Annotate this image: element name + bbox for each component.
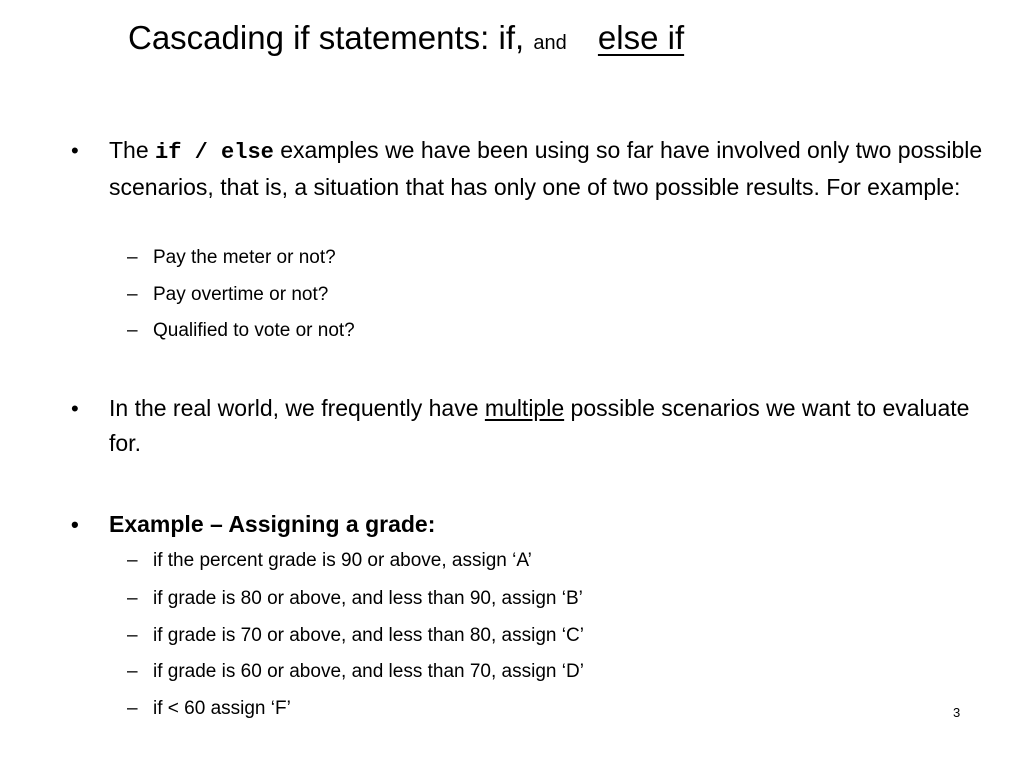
code-if-else: if / else bbox=[155, 140, 274, 165]
title-else-if: else if bbox=[597, 19, 685, 56]
title-and: and bbox=[533, 32, 567, 54]
sub-item-grade-d: – if grade is 60 or above, and less than 70, assign ‘D’ bbox=[153, 657, 584, 687]
sub-item-grade-c: – if grade is 70 or above, and less than 80, assign ‘C’ bbox=[153, 621, 584, 651]
multiple-emphasis: multiple bbox=[484, 395, 565, 421]
sub-item-pay-meter: – Pay the meter or not? bbox=[153, 243, 336, 273]
bullet-real-world-after: possible scenarios we want to evaluate for. bbox=[109, 395, 970, 456]
bullet-real-world bbox=[109, 391, 989, 461]
bullet-real-world-before: In the real world, we frequently have bbox=[109, 395, 479, 421]
sub-item-qualified-vote: – Qualified to vote or not? bbox=[153, 316, 355, 346]
sub-item-grade-a: – if the percent grade is 90 or above, assign ‘A’ bbox=[153, 546, 532, 576]
page-number: 3 bbox=[953, 705, 961, 720]
sub-item-pay-overtime: – Pay overtime or not? bbox=[153, 280, 328, 310]
bullet-if-else-after: examples we have been using so far have involved only two possible scenarios, that is, a situation that has only one of two possible results. For example: bbox=[109, 137, 983, 200]
bullet-example-heading: • Example – Assigning a grade: bbox=[109, 507, 989, 542]
title-main: Cascading if statements: if, bbox=[128, 19, 525, 56]
bullet-if-else bbox=[109, 133, 989, 205]
slide-title bbox=[128, 16, 684, 65]
bullet-if-else-before: The bbox=[109, 137, 149, 163]
sub-item-grade-f: – if < 60 assign ‘F’ bbox=[153, 694, 291, 724]
sub-item-grade-b: – if grade is 80 or above, and less than 90, assign ‘B’ bbox=[153, 584, 583, 614]
